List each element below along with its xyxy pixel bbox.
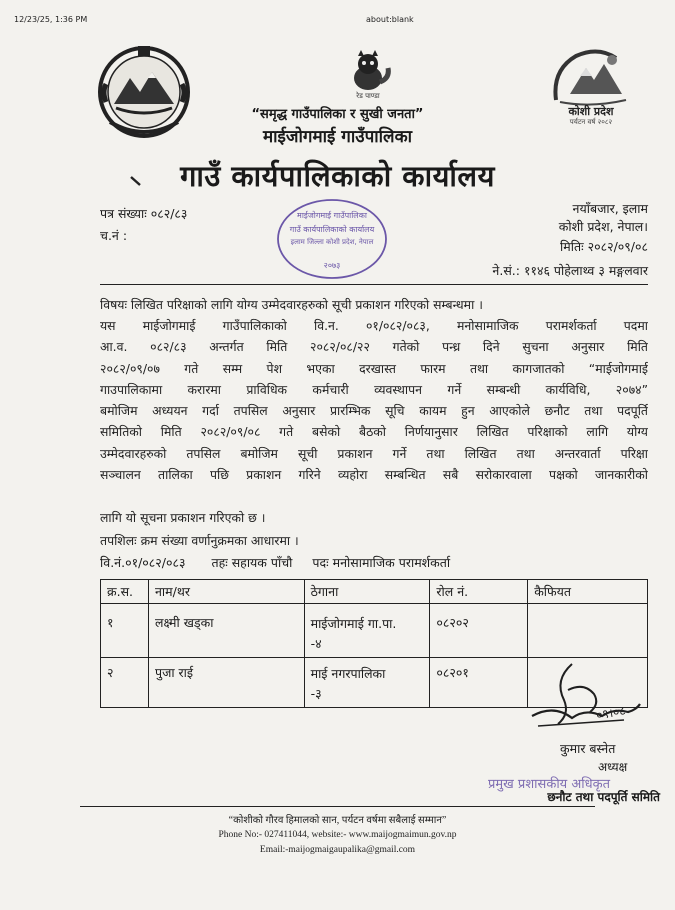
print-page-title: about:blank xyxy=(366,15,414,24)
org-name: माईजोगमाई गाउँपालिका xyxy=(262,127,413,147)
vacancy-level: तहः सहायक पाँचौ xyxy=(211,555,293,570)
red-panda-logo xyxy=(344,48,392,96)
col-header-remarks: कैफियत xyxy=(528,580,648,604)
body-paragraph xyxy=(100,315,648,485)
stamp-line-1: माईजोगमाई गाउँपालिका xyxy=(297,211,367,220)
body-line: सञ्चालन तालिका पछि प्रकाशन गरिने व्यहोरा सम्बन्धित सबै सरोकारवाला पक्षको जानकारीको xyxy=(100,467,648,483)
cell-sn: १ xyxy=(101,604,149,658)
address-line-2: कोशी प्रदेश, नेपाल। xyxy=(558,219,648,234)
red-panda-caption: रेड पाण्डा xyxy=(356,92,380,100)
footer-divider xyxy=(80,806,595,807)
cell-address: माईजोगमाई गा.पा. -४ xyxy=(304,604,430,658)
cell-remarks xyxy=(528,604,648,658)
body-line: उम्मेदवारहरुको तपसिल बमोजिम सूची प्रकाशन गर्ने तथा लिखित तथा अन्तरवार्ता परिक्षा xyxy=(100,445,648,461)
nepal-emblem-logo xyxy=(96,44,192,140)
patra-sankhya: पत्र संख्याः ०८२/८३ xyxy=(100,206,188,221)
chalani-number: च.नं : xyxy=(100,228,128,243)
letter-date: मितिः २०८२/०९/०८ xyxy=(560,239,648,254)
body-last-line: लागि यो सूचना प्रकाशन गरिएको छ । xyxy=(100,510,266,525)
stamp-year: २०७३ xyxy=(323,261,341,270)
motto: “समृद्ध गाउँपालिका र सुखी जनता” xyxy=(251,107,424,122)
cell-address: माई नगरपालिका -३ xyxy=(304,658,430,708)
stamp-line-3: इलाम जिल्ला कोशी प्रदेश, नेपाल xyxy=(290,238,374,246)
table-header-row xyxy=(101,580,648,604)
cell-roll: ०८२०२ xyxy=(430,604,528,658)
signature-date: ०९।०८ xyxy=(595,703,627,723)
body-line: समितिको मिति २०८२/०९/०८ गते बसेको बैठको निर्णयानुसार लिखित परिक्षाको लागि योग्य xyxy=(100,424,648,440)
nepal-sambat-date: ने.सं.: ११४६ पोहेलाथ्व ३ मङ्गलवार xyxy=(492,263,648,278)
footer-tagline: “कोशीको गौरव हिमालको सान, पर्यटन वर्षमा सबैलाई सम्मान” xyxy=(228,815,447,826)
col-header-name: नाम/थर xyxy=(148,580,304,604)
office-stamp xyxy=(276,198,388,280)
stamp-line-2: गाउँ कार्यपालिकाको कार्यालय xyxy=(289,225,375,234)
vacancy-line xyxy=(100,554,450,571)
header-divider xyxy=(100,284,648,285)
cell-name: लक्ष्मी खड्का xyxy=(148,604,304,658)
print-timestamp: 12/23/25, 1:36 PM xyxy=(14,15,88,24)
ink-mark xyxy=(130,172,142,184)
cell-sn: २ xyxy=(101,658,149,708)
cell-roll: ०८२०१ xyxy=(430,658,528,708)
footer-phone-website: Phone No:- 027411044, website:- www.maijogmaimun.gov.np xyxy=(218,830,457,840)
vacancy-number: वि.नं.०१/०८२/०८३ xyxy=(100,555,186,570)
subject-line: विषयः लिखित परिक्षाको लागि योग्य उम्मेदवारहरुको सूची प्रकाशन गरिएको सम्बन्धमा । xyxy=(100,297,483,312)
col-header-address: ठेगाना xyxy=(304,580,430,604)
handwritten-signature xyxy=(524,660,644,740)
col-header-roll: रोल नं. xyxy=(430,580,528,604)
tapsil-note: तपशिलः क्रम संख्या वर्णानुक्रमका आधारमा । xyxy=(100,533,299,548)
cell-name: पुजा राई xyxy=(148,658,304,708)
body-line: आ.व. ०८२/८३ अन्तर्गत मिति २०८२/०८/२२ गतेको पन्ध्र दिने सुचना अनुसार मिति xyxy=(100,339,648,355)
footer-email: Email:-maijogmaigaupalika@gmail.com xyxy=(259,845,416,855)
vacancy-post: पदः मनोसामाजिक परामर्शकर्ता xyxy=(312,555,451,570)
koshi-logo-text: कोशी प्रदेश xyxy=(568,105,614,118)
body-line: २०८२/०९/०७ गते सम्म पेश भएका दरखास्त फारम तथा कागजातको “माईजोगमाई xyxy=(100,360,648,376)
body-line: यस माईजोगमाई गाउँपालिकाको वि.न. ०१/०८२/०८३, मनोसामाजिक परामर्शकर्ता पदमा xyxy=(100,318,648,333)
signatory-role: अध्यक्ष xyxy=(598,760,628,774)
signatory-committee: छनौट तथा पदपूर्ति समिति xyxy=(547,790,660,804)
col-header-sn: क्र.स. xyxy=(101,580,149,604)
body-line: गाउपालिकामा करारमा प्राविधिक कर्मचारी व्यवस्थापन गर्ने सम्बन्धी कार्यविधि, २०७४” xyxy=(100,381,648,397)
signatory-name: कुमार बस्नेत xyxy=(560,741,616,756)
signatory-stamp: प्रमुख प्रशासकीय अधिकृत xyxy=(488,777,611,792)
table-row xyxy=(101,604,648,658)
koshi-logo-subtext: पर्यटन वर्ष २०८२ xyxy=(569,118,613,126)
address-line-1: नयाँबजार, इलाम xyxy=(572,201,648,216)
office-title: गाउँ कार्यपालिकाको कार्यालय xyxy=(180,159,495,193)
body-line: बमोजिम अध्ययन गर्दा तपसिल अनुसार प्रारम्भिक सूचि कायम हुन आएकोले छनौट तथा पदपूर्ति xyxy=(100,403,648,419)
